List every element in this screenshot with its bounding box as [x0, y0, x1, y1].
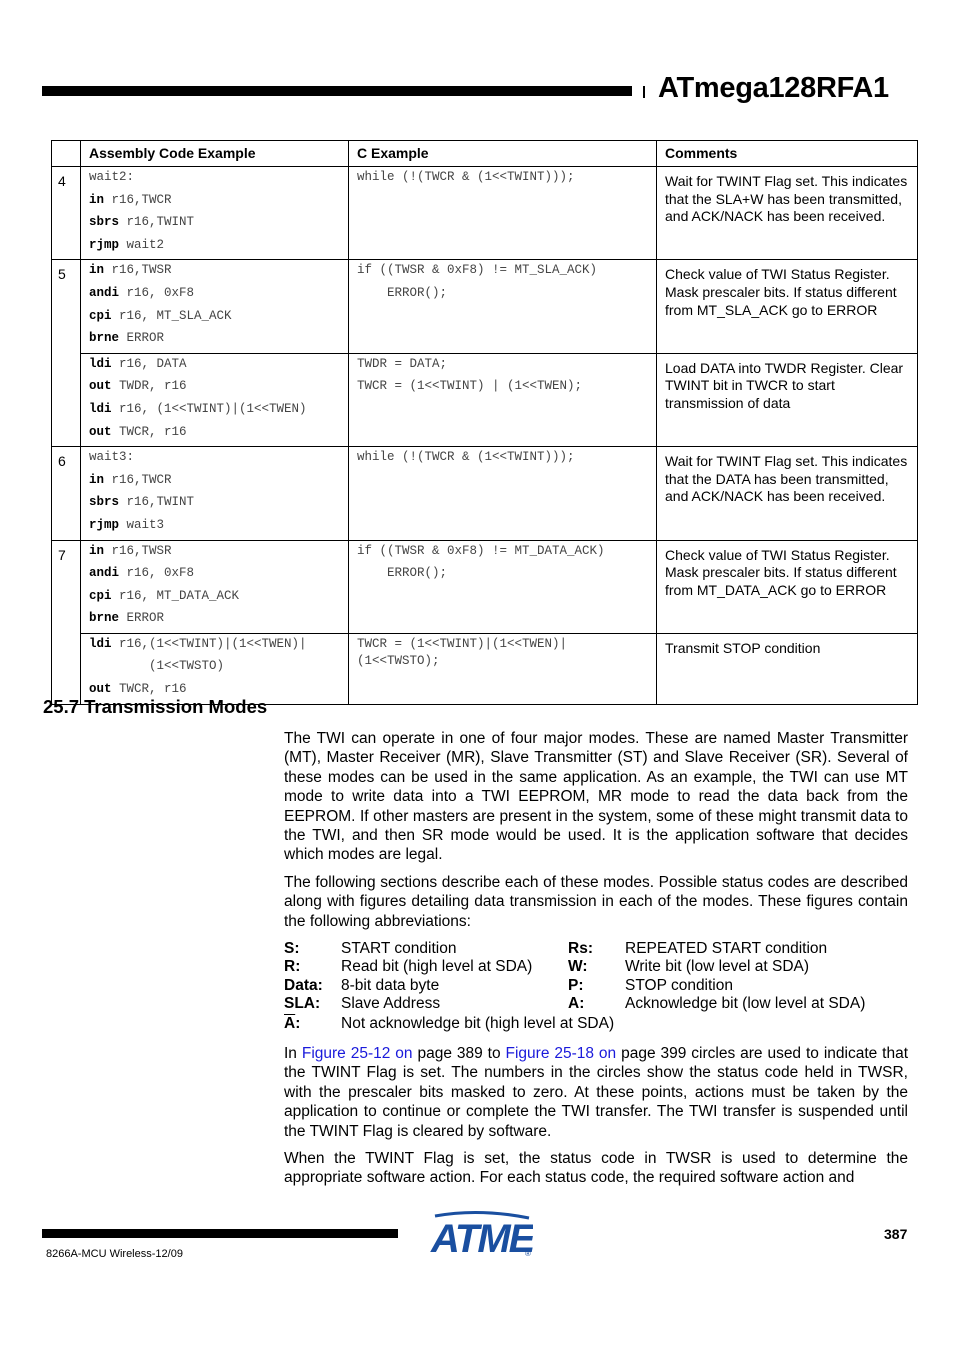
code-line: wait2:	[89, 170, 135, 184]
abbreviation-value: 8-bit data byte	[341, 977, 440, 994]
comment: Wait for TWINT Flag set. This indicates that the SLA+W has been transmitted, and ACK/NACK has been received.	[657, 167, 918, 260]
abbreviation-key: S:	[284, 940, 300, 957]
abbreviation-value: Slave Address	[341, 995, 441, 1012]
figure-link-25-12[interactable]: Figure 25-12 on	[301, 1045, 413, 1062]
code-line: out TWCR, r16	[89, 424, 187, 439]
code-line: (1<<TWSTO);	[357, 653, 440, 668]
code-line: if ((TWSR & 0xF8) != MT_SLA_ACK)	[357, 263, 598, 278]
abbreviation-value: Acknowledge bit (low level at SDA)	[625, 995, 866, 1012]
paragraph-status-codes: When the TWINT Flag is set, the status code in TWSR is used to determine the appropriate software action. For each status code, the required software action and	[284, 1150, 908, 1187]
abbreviation-key: $\overline{A}$:	[284, 1015, 301, 1032]
paragraph-figures	[284, 1044, 908, 1141]
code-line: cpi r16, MT_DATA_ACK	[89, 588, 240, 603]
table-row	[52, 447, 918, 540]
comment: Load DATA into TWDR Register. Clear TWINT bit in TWCR to start transmission of data	[657, 353, 918, 446]
c-header: C Example	[349, 141, 657, 167]
step-number: 4	[52, 167, 81, 260]
logo-wordmark: ATME	[431, 1217, 533, 1258]
assembly-code	[81, 540, 349, 633]
code-line: if ((TWSR & 0xF8) != MT_DATA_ACK)	[357, 543, 605, 558]
step-number: 7	[52, 540, 81, 704]
header-rule	[42, 86, 632, 96]
code-line: rjmp wait2	[89, 237, 165, 252]
atmel-logo	[429, 1210, 533, 1263]
code-line: sbrs r16,TWINT	[89, 215, 195, 230]
code-line: ldi r16, DATA	[89, 356, 187, 371]
code-line: wait3:	[89, 450, 135, 465]
document-code: 8266A-MCU Wireless-12/09	[46, 1248, 183, 1260]
table-header-row	[52, 141, 918, 167]
assembly-code	[81, 447, 349, 540]
table-row	[52, 167, 918, 260]
code-line: rjmp wait3	[89, 517, 165, 532]
code-line: andi r16, 0xF8	[89, 285, 195, 300]
section-heading: 25.7 Transmission Modes	[43, 696, 268, 717]
figure-link-25-18[interactable]: Figure 25-18 on	[505, 1045, 617, 1062]
code-example-table	[51, 140, 918, 705]
abbreviation-value: START condition	[341, 940, 457, 957]
footer-rule	[42, 1229, 398, 1238]
abbreviation-key: P:	[568, 977, 584, 994]
code-line: ldi r16, (1<<TWINT)|(1<<TWEN)	[89, 401, 307, 416]
c-code	[349, 447, 657, 540]
comment: Check value of TWI Status Register. Mask prescaler bits. If status different from MT_DATA_ACK go to ERROR	[657, 540, 918, 633]
comment: Transmit STOP condition	[657, 633, 918, 704]
table-row	[52, 633, 918, 704]
abbreviation-key: A:	[568, 995, 585, 1012]
code-line: TWDR = DATA;	[357, 356, 448, 371]
code-line: ldi r16,(1<<TWINT)|(1<<TWEN)|	[89, 636, 307, 651]
code-line: sbrs r16,TWINT	[89, 495, 195, 510]
comment: Wait for TWINT Flag set. This indicates that the DATA has been transmitted, and ACK/NACK has been received.	[657, 447, 918, 540]
code-line: out TWCR, r16	[89, 682, 187, 697]
c-code	[349, 353, 657, 446]
abbreviation-key: SLA:	[284, 995, 321, 1012]
code-line: andi r16, 0xF8	[89, 566, 195, 581]
code-line: in r16,TWSR	[89, 543, 172, 558]
code-line: out TWDR, r16	[89, 379, 187, 394]
page-number: 387	[884, 1226, 908, 1242]
comment: Check value of TWI Status Register. Mask prescaler bits. If status different from MT_SLA_ACK go to ERROR	[657, 260, 918, 353]
abbreviation-key: Rs:	[568, 940, 593, 957]
abbreviation-value: Read bit (high level at SDA)	[341, 958, 533, 975]
code-line: (1<<TWSTO)	[89, 659, 225, 674]
code-line: in r16,TWCR	[89, 472, 172, 487]
code-line: cpi r16, MT_SLA_ACK	[89, 308, 232, 323]
c-code	[349, 167, 657, 260]
step-header	[52, 141, 81, 167]
abbreviation-value: Write bit (low level at SDA)	[625, 958, 810, 975]
assembly-code	[81, 167, 349, 260]
abbreviation-value: STOP condition	[625, 977, 733, 994]
paragraph-modes: The TWI can operate in one of four major modes. These are named Master Transmitter (MT), Master Receiver (MR), Slave Transmitter (ST) and Slave Receiver (SR). Several of these modes can be used in the same application. As an example, the TWI can use MT mode to write data into a TWI EEPROM, MR mode to read the data back from the EEPROM. If other masters are present in the system, some of these might transmit data to the TWI, and then SR mode would be used. It is the application software that decides which modes are legal.	[284, 730, 908, 864]
c-code	[349, 260, 657, 353]
code-line: ERROR();	[357, 285, 448, 300]
abbreviation-key: R:	[284, 958, 301, 975]
text: In	[284, 1045, 302, 1062]
header-divider	[643, 86, 645, 98]
code-line: in r16,TWSR	[89, 263, 172, 278]
assembly-code	[81, 353, 349, 446]
step-number: 5	[52, 260, 81, 447]
code-line: brne ERROR	[89, 331, 165, 346]
c-code	[349, 633, 657, 704]
abbreviation-key: W:	[568, 958, 588, 975]
assembly-code	[81, 260, 349, 353]
comments-header: Comments	[657, 141, 918, 167]
paragraph-abbreviations-intro: The following sections describe each of these modes. Possible status codes are described along with figures detailing data transmission in each of the modes. These figures contain the following abbreviations:	[284, 874, 908, 930]
table-row	[52, 260, 918, 353]
code-line: in r16,TWCR	[89, 192, 172, 207]
code-line: ERROR();	[357, 566, 448, 581]
assembly-code	[81, 633, 349, 704]
asm-header: Assembly Code Example	[81, 141, 349, 167]
code-line: TWCR = (1<<TWINT) | (1<<TWEN);	[357, 379, 583, 394]
table-row	[52, 353, 918, 446]
table-body	[52, 167, 918, 705]
registered-mark: ®	[525, 1249, 531, 1258]
abbreviation-value: Not acknowledge bit (high level at SDA)	[341, 1015, 615, 1032]
code-line: while (!(TWCR & (1<<TWINT)));	[357, 450, 575, 465]
table-row	[52, 540, 918, 633]
document-title: ATmega128RFA1	[658, 72, 889, 104]
code-line: while (!(TWCR & (1<<TWINT)));	[357, 170, 575, 184]
step-number: 6	[52, 447, 81, 540]
text: page 399 circles are used to indicate that the TWINT Flag is set. The numbers in the circles show the status code held in TWSR, with the prescaler bits masked to zero. At these points, actions must be taken by the application to continue or complete the TWI transfer. The TWI transfer is suspended until the TWINT Flag is cleared by software.	[284, 1045, 909, 1140]
text: page 389 to	[412, 1045, 506, 1062]
abbreviation-key: Data:	[284, 977, 323, 994]
code-line: TWCR = (1<<TWINT)|(1<<TWEN)|	[357, 636, 568, 651]
code-line: brne ERROR	[89, 611, 165, 626]
c-code	[349, 540, 657, 633]
abbreviation-value: REPEATED START condition	[625, 940, 828, 957]
